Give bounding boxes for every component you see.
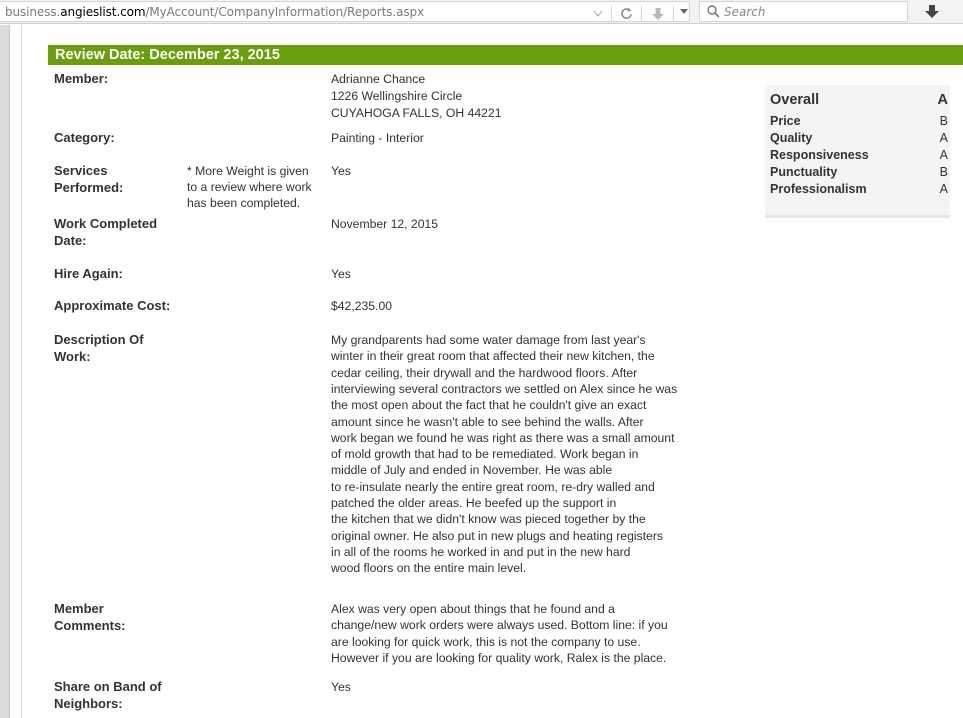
category-label: Category:	[54, 130, 115, 145]
chevron-down-icon[interactable]	[676, 2, 692, 21]
description-line: patched the older areas. He beefed up the support in	[331, 496, 617, 510]
hire-again-value: Yes	[331, 267, 351, 281]
comments-line: change/new work orders were always used. Bottom line: if you	[331, 618, 668, 633]
comments-label-line2: Comments:	[54, 618, 126, 633]
rating-label: Price	[770, 114, 801, 128]
share-label-line1: Share on Band of	[54, 679, 162, 694]
work-completed-label-line1: Work Completed	[54, 216, 158, 231]
work-completed-label-line2: Date:	[54, 233, 87, 248]
category-value: Painting - Interior	[331, 131, 424, 145]
rating-grade: A	[939, 148, 948, 162]
description-line: amount since he wasn't able to see behind the walls. After	[331, 414, 644, 429]
services-note: * More Weight is given to a review where work has been completed.	[187, 164, 312, 210]
rating-label: Overall	[770, 92, 820, 108]
description-line: of mold growth that had to be remediated. Work began in	[331, 447, 639, 462]
description-line: to re-insulate nearly the entire great room, re-dry walled and	[331, 479, 655, 494]
review-date-header: Review Date: December 23, 2015	[48, 45, 963, 65]
cost-value: $42,235.00	[331, 299, 392, 313]
url-text: business.angieslist.com/MyAccount/CompanyInformation/Reports.aspx	[5, 5, 424, 19]
cost-label: Approximate Cost:	[54, 298, 171, 313]
rating-grade: B	[939, 114, 948, 128]
comments-line: However if you are looking for quality work, Ralex is the place.	[331, 650, 667, 665]
description-line: middle of July and ended in November. He was able	[331, 463, 613, 478]
description-line: interviewing several contractors we settled on Alex since he was	[331, 381, 678, 396]
description-line: work began we found he was right as there was a small amount	[331, 430, 675, 445]
rating-grade: A	[937, 92, 948, 108]
services-value: Yes	[331, 164, 351, 178]
download-arrow-icon[interactable]	[648, 4, 668, 23]
description-line: My grandparents had some water damage from last year's	[331, 333, 646, 347]
description-line: winter in their great room that affected their new kitchen, the	[331, 349, 655, 364]
downloads-icon[interactable]	[922, 3, 942, 21]
search-icon	[706, 4, 720, 18]
rating-label: Punctuality	[770, 165, 838, 179]
browser-toolbar	[0, 0, 963, 24]
share-value: Yes	[331, 680, 351, 694]
search-input[interactable]	[699, 1, 908, 22]
reload-icon[interactable]	[616, 4, 636, 23]
description-line: in all of the rooms he worked in and put in the new hard	[331, 544, 631, 559]
description-line: wood floors on the entire main level.	[331, 561, 527, 576]
share-label-line2: Neighbors:	[54, 696, 123, 711]
work-completed-value: November 12, 2015	[331, 217, 439, 231]
member-street: 1226 Wellingshire Circle	[331, 89, 463, 103]
comments-line: Alex was very open about things that he found and a	[331, 602, 615, 616]
rating-overall	[770, 92, 950, 110]
services-label-line1: Services	[54, 163, 108, 178]
hire-again-label: Hire Again:	[54, 266, 123, 281]
description-line: the most open about the fact that he couldn't give an exact	[331, 398, 647, 413]
ratings-panel	[765, 85, 950, 218]
url-bar[interactable]	[0, 1, 690, 22]
description-label-line2: Work:	[54, 349, 91, 364]
description-label-line1: Description Of	[54, 332, 144, 347]
rating-label: Professionalism	[770, 182, 867, 196]
rating-label: Responsiveness	[770, 148, 869, 162]
member-name: Adrianne Chance	[331, 72, 426, 86]
services-label-line2: Performed:	[54, 180, 124, 195]
member-city: CUYAHOGA FALLS, OH 44221	[331, 106, 502, 120]
rating-label: Quality	[770, 131, 813, 145]
divider	[21, 25, 22, 718]
description-line: cedar ceiling, their drywall and the hardwood floors. After	[331, 365, 638, 380]
rating-grade: A	[939, 131, 948, 145]
sidebar-strip	[0, 25, 10, 718]
comments-label-line1: Member	[54, 601, 104, 616]
member-label: Member:	[54, 71, 109, 86]
rating-grade: A	[939, 182, 948, 196]
description-line: original owner. He also put in new plugs and heating registers	[331, 528, 663, 543]
description-line: the kitchen that we didn't know was pieced together by the	[331, 512, 646, 527]
dropdown-icon[interactable]	[590, 4, 606, 23]
comments-line: are looking for quick work, this is not the company to use.	[331, 634, 641, 649]
search-placeholder: Search	[724, 5, 766, 19]
rating-grade: B	[939, 165, 948, 179]
